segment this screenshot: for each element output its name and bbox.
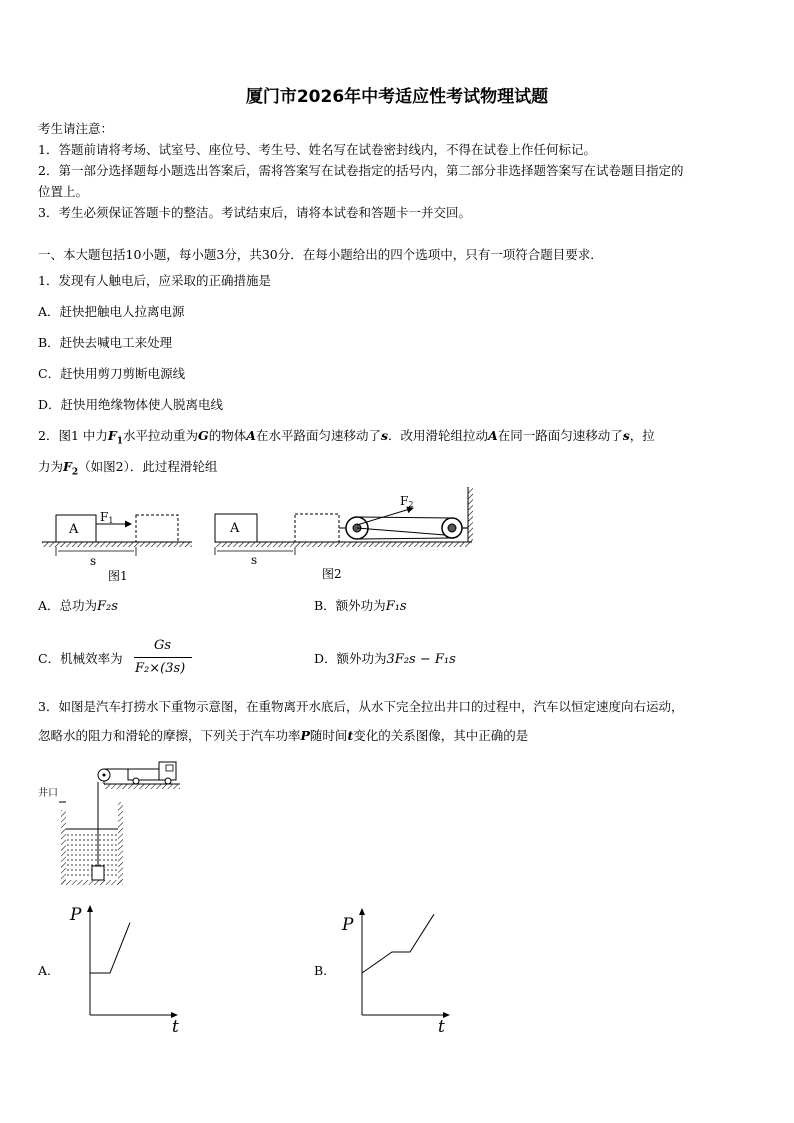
stem-text: 随时间 <box>309 728 348 743</box>
stem-text: （如图2）．此过程滑轮组 <box>78 459 218 474</box>
ground-hatch <box>215 542 470 547</box>
graph-a-label: A. <box>38 963 52 978</box>
option-c-label: C．机械效率为 <box>38 651 123 666</box>
symbol-t: t <box>347 728 354 743</box>
stem-text: 2．图1 中力 <box>38 428 108 443</box>
symbol-f: F <box>63 459 72 474</box>
option-math: F₂s <box>97 599 118 614</box>
power-curve <box>90 923 130 973</box>
stem-text: ，拉 <box>629 428 655 443</box>
question-stem: 3．如图是汽车打捞水下重物示意图，在重物离开水底后，从水下完全拉出井口的过程中，汽车以恒定速度向右运动， <box>38 699 684 714</box>
pulley-axle <box>103 774 106 777</box>
well-floor <box>61 880 123 885</box>
truck-wheel <box>133 778 139 784</box>
truck-wheel <box>165 778 171 784</box>
page-title: 厦门市2026年中考适应性考试物理试题 <box>245 87 549 107</box>
y-axis-label: P <box>342 915 354 935</box>
symbol-f: F <box>107 428 117 443</box>
wall-hatch <box>468 487 473 542</box>
notice-item: 3．考生必须保证答题卡的整洁。考试结束后，请将本试卷和答题卡一并交回。 <box>38 205 471 220</box>
truck-window <box>166 765 173 771</box>
section-heading: 一、本大题包括10小题，每小题3分，共30分．在每小题给出的四个选项中，只有一项符合题目要求． <box>38 247 603 262</box>
truck-body <box>128 769 162 780</box>
ground-hatch <box>42 542 192 547</box>
symbol-s: s <box>622 428 630 443</box>
option-math: F₁s <box>385 599 407 614</box>
fraction-numerator: Gs <box>154 638 172 653</box>
y-axis-arrow <box>87 905 93 912</box>
graph-a <box>68 902 179 1037</box>
option-a: A．赶快把触电人拉离电源 <box>38 304 185 319</box>
x-axis-label: t <box>172 1017 179 1037</box>
option-d: D．赶快用绝缘物体使人脱离电线 <box>38 397 224 412</box>
rope <box>357 517 452 518</box>
stem-text: ．改用滑轮组拉动 <box>388 428 489 443</box>
rope <box>357 538 452 539</box>
symbol-g: G <box>198 428 209 443</box>
stem-text: 在同一路面匀速移动了 <box>497 428 623 443</box>
notice-item: 1．答题前请将考场、试室号、座位号、考生号、姓名写在试卷密封线内，不得在试卷上作任何标记。 <box>38 142 596 157</box>
fraction-bar <box>134 657 192 658</box>
distance-label: s <box>90 554 97 568</box>
question-stem <box>38 428 655 450</box>
block-final-position <box>136 515 178 542</box>
y-axis-arrow <box>359 908 365 915</box>
graph-b <box>340 905 450 1035</box>
symbol-a: A <box>246 428 256 443</box>
stem-text: 忽略水的阻力和滑轮的摩擦，下列关于汽车功率 <box>38 728 301 743</box>
stem-text: 水平拉动重为 <box>123 428 199 443</box>
y-axis-label: P <box>70 905 82 925</box>
x-axis-label: t <box>438 1017 445 1037</box>
notice-heading: 考生请注意： <box>38 121 114 136</box>
figure-1 <box>38 490 198 585</box>
block-label: A <box>230 521 240 536</box>
question-stem-cont <box>38 728 528 743</box>
notice-item: 位置上。 <box>38 184 89 199</box>
symbol-p: P <box>300 728 310 743</box>
distance-label: s <box>251 553 258 567</box>
symbol-s: s <box>380 428 389 443</box>
submerged-object <box>92 866 104 880</box>
well-wall-left <box>61 810 66 885</box>
symbol-a: A <box>488 428 498 443</box>
option-b <box>314 598 407 614</box>
force-arrow <box>357 508 413 525</box>
fraction-denominator: F₂×(3s) <box>135 661 186 676</box>
option-label: B．额外功为 <box>314 598 386 613</box>
symbol-sub: 2 <box>71 467 79 478</box>
stem-text: 的物体 <box>208 428 247 443</box>
graph-b-label: B. <box>314 963 328 978</box>
well-label: 井口 <box>38 788 58 799</box>
figure-2 <box>210 485 480 580</box>
block-final-position <box>295 514 339 542</box>
stem-text: 力为 <box>38 459 64 474</box>
figure-caption: 图2 <box>322 567 342 581</box>
stem-text: 在水平路面匀速移动了 <box>255 428 381 443</box>
notice-item: 2．第一部分选择题每小题选出答案后，需将答案写在试卷指定的括号内，第二部分非选择题答案写在试卷题目指定的 <box>38 163 684 178</box>
option-math: 3F₂s − F₁s <box>386 652 456 667</box>
option-label: A．总功为 <box>38 598 98 613</box>
force-label: F2 <box>400 494 414 509</box>
question-stem: 1．发现有人触电后，应采取的正确措施是 <box>38 273 271 288</box>
ground-hatch <box>104 784 180 789</box>
option-c: C．赶快用剪刀剪断电源线 <box>38 366 186 381</box>
question-stem-cont <box>38 459 217 481</box>
symbol-sub: 1 <box>116 436 124 447</box>
option-d <box>314 651 456 667</box>
rope <box>357 528 445 535</box>
figure-caption: 图1 <box>108 569 128 583</box>
fixed-pulley-axle <box>448 524 456 532</box>
option-b: B．赶快去喊电工来处理 <box>38 335 173 350</box>
option-label: D．额外功为 <box>314 651 387 666</box>
well-diagram <box>36 762 206 887</box>
force-label: F1 <box>100 510 114 525</box>
option-a <box>38 598 118 614</box>
well-wall-right <box>118 802 123 885</box>
stem-text: 变化的关系图像，其中正确的是 <box>353 728 529 743</box>
power-curve <box>362 914 434 973</box>
block-label: A <box>69 522 79 537</box>
